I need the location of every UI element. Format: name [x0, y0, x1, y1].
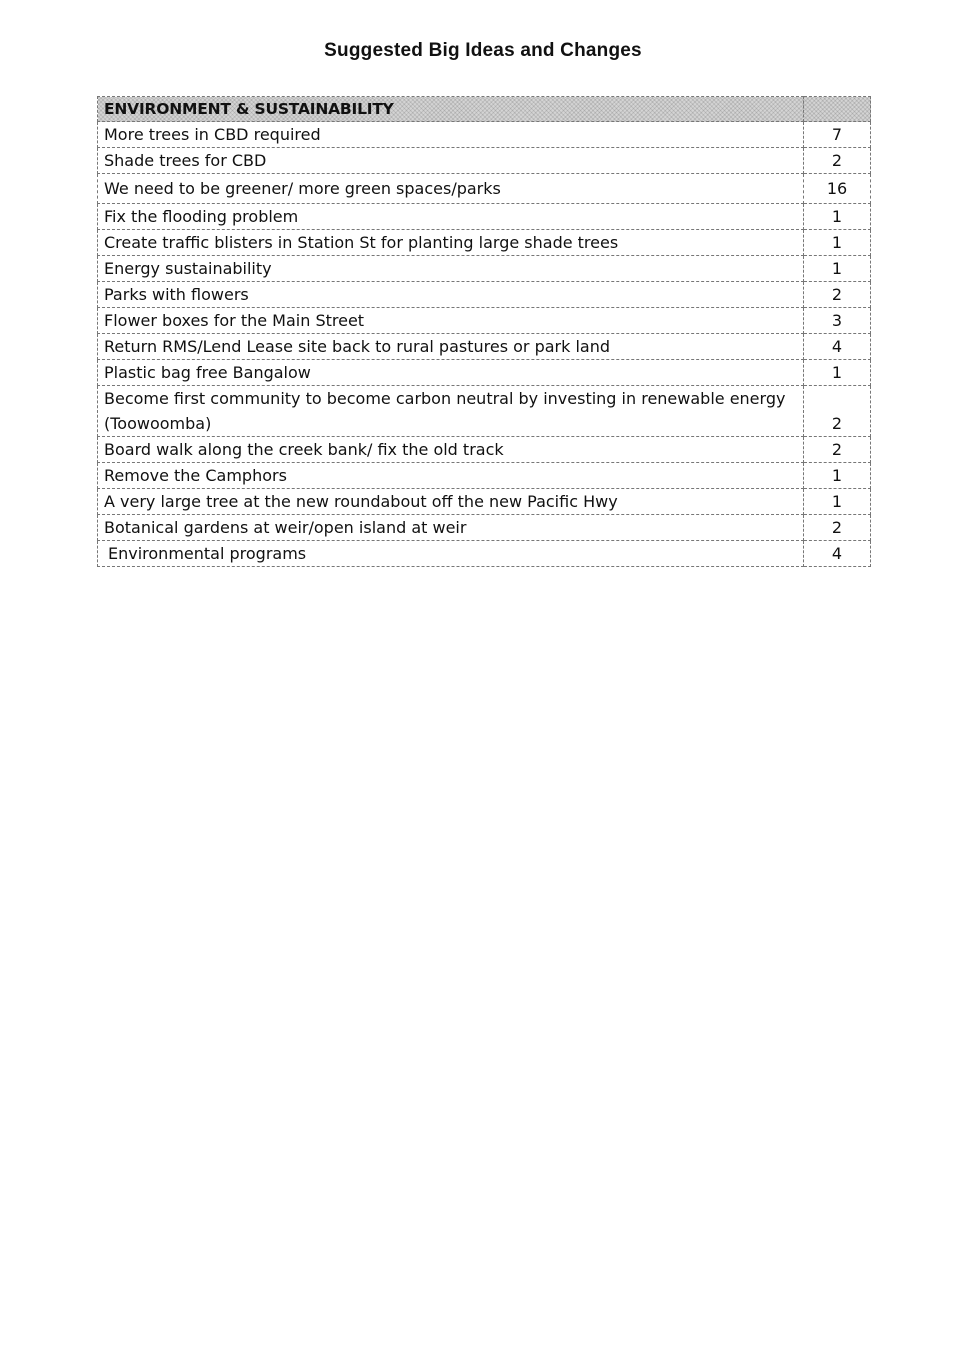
- idea-count: 1: [804, 230, 871, 256]
- category-heading: ENVIRONMENT & SUSTAINABILITY: [98, 97, 804, 122]
- page-title: Suggested Big Ideas and Changes: [324, 40, 642, 61]
- idea-count: 2: [804, 386, 871, 437]
- idea-count: 1: [804, 256, 871, 282]
- idea-text: Plastic bag free Bangalow: [98, 360, 804, 386]
- table-row: [98, 122, 871, 148]
- idea-text: Create traffic blisters in Station St for planting large shade trees: [98, 230, 804, 256]
- idea-count: 2: [804, 515, 871, 541]
- idea-text: Return RMS/Lend Lease site back to rural pastures or park land: [98, 334, 804, 360]
- table-header-row: [98, 97, 871, 122]
- table-row: [98, 386, 871, 437]
- table-row: [98, 360, 871, 386]
- table-row: [98, 437, 871, 463]
- idea-count: 1: [804, 463, 871, 489]
- idea-text: Become first community to become carbon neutral by investing in renewable energy (Toowoomba): [98, 386, 804, 437]
- table-row: [98, 308, 871, 334]
- idea-text: Shade trees for CBD: [98, 148, 804, 174]
- table-row: [98, 489, 871, 515]
- idea-text: Fix the flooding problem: [98, 204, 804, 230]
- table-row: [98, 334, 871, 360]
- table-row: [98, 204, 871, 230]
- idea-text: Parks with flowers: [98, 282, 804, 308]
- idea-count: 7: [804, 122, 871, 148]
- idea-count: 2: [804, 437, 871, 463]
- idea-count: 4: [804, 541, 871, 567]
- idea-text: Environmental programs: [98, 541, 804, 567]
- idea-count: 16: [804, 174, 871, 204]
- ideas-table: [97, 96, 871, 567]
- table-row: [98, 256, 871, 282]
- count-heading: [804, 97, 871, 122]
- idea-text: We need to be greener/ more green spaces/parks: [98, 174, 804, 204]
- idea-text: More trees in CBD required: [98, 122, 804, 148]
- idea-count: 2: [804, 282, 871, 308]
- idea-text: Flower boxes for the Main Street: [98, 308, 804, 334]
- table-row: [98, 541, 871, 567]
- table-row: [98, 148, 871, 174]
- idea-count: 1: [804, 204, 871, 230]
- idea-count: 1: [804, 360, 871, 386]
- table-row: [98, 174, 871, 204]
- table-row: [98, 515, 871, 541]
- idea-count: 1: [804, 489, 871, 515]
- idea-count: 2: [804, 148, 871, 174]
- idea-text: Energy sustainability: [98, 256, 804, 282]
- idea-text: Botanical gardens at weir/open island at weir: [98, 515, 804, 541]
- idea-text: Remove the Camphors: [98, 463, 804, 489]
- idea-count: 4: [804, 334, 871, 360]
- table-row: [98, 463, 871, 489]
- idea-count: 3: [804, 308, 871, 334]
- idea-text: A very large tree at the new roundabout off the new Pacific Hwy: [98, 489, 804, 515]
- table-row: [98, 230, 871, 256]
- table-row: [98, 282, 871, 308]
- idea-text: Board walk along the creek bank/ fix the old track: [98, 437, 804, 463]
